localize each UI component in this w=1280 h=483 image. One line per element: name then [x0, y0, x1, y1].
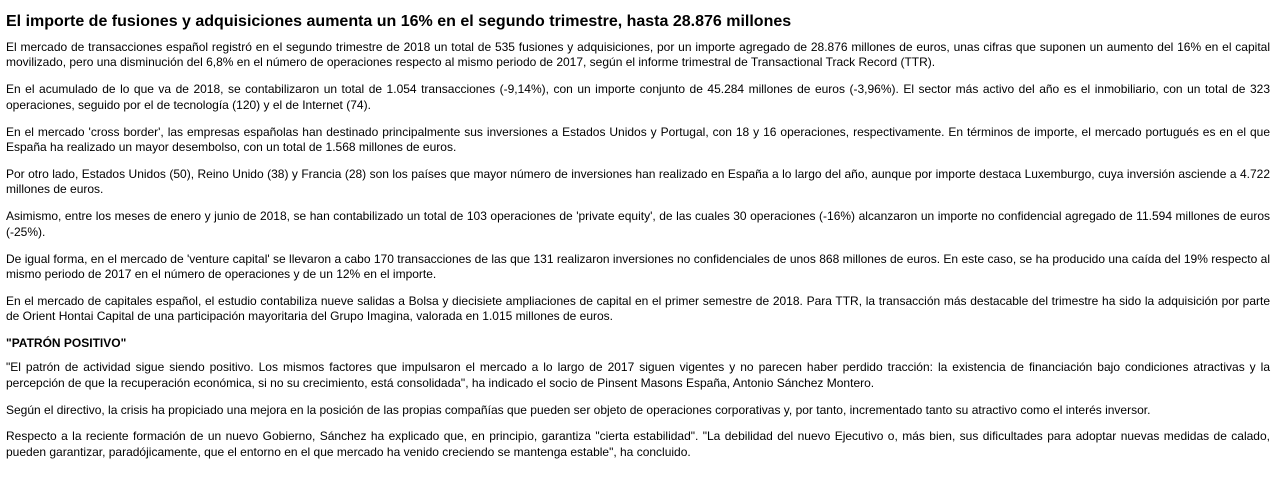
article-paragraph: "El patrón de actividad sigue siendo positivo. Los mismos factores que impulsaron el mercado a lo largo de 2017 siguen vigentes y no parecen haber perdido tracción: la existencia de financiación bajo condiciones atractivas y la percepción de que la recuperación económica, si no su crecimiento, está consolidada", ha indicado el socio de Pinsent Masons España, Antonio Sánchez Montero. — [6, 360, 1270, 390]
article-paragraph: En el mercado de capitales español, el estudio contabiliza nueve salidas a Bolsa y diecisiete ampliaciones de capital en el primer semestre de 2018. Para TTR, la transacción más destacable del trimestre ha sido la adquisición por parte de Orient Hontai Capital de una participación mayoritaria del Grupo Imagina, valorada en 1.015 millones de euros. — [6, 293, 1270, 324]
article-paragraph: De igual forma, en el mercado de 'venture capital' se llevaron a cabo 170 transacciones de las que 131 realizaron inversiones no confidenciales de unos 868 millones de euros. En este caso, se ha producido una caída del 19% respecto al mismo periodo de 2017 en el número de operaciones y de un 12% en el importe. — [6, 251, 1270, 281]
article-paragraph: El mercado de transacciones español registró en el segundo trimestre de 2018 un total de 535 fusiones y adquisiciones, por un importe agregado de 28.876 millones de euros, unas cifras que suponen un aumento del 16% en el capital movilizado, pero una disminución del 6,8% en el número de operaciones respecto al mismo periodo de 2017, según el informe trimestral de Transactional Track Record (TTR). — [6, 40, 1270, 70]
article-paragraph: Según el directivo, la crisis ha propiciado una mejora en la posición de las propias compañías que pueden ser objeto de operaciones corporativas y, por tanto, incrementado tanto su atractivo como el interés inversor. — [6, 402, 1151, 417]
article-paragraph: Por otro lado, Estados Unidos (50), Reino Unido (38) y Francia (28) son los países que mayor número de inversiones han realizado en España a lo largo del año, aunque por importe destaca Luxemburgo, cuya inversión asciende a 4.722 millones de euros. — [6, 166, 1270, 197]
article-paragraph: En el acumulado de lo que va de 2018, se contabilizaron un total de 1.054 transacciones (-9,14%), con un importe conjunto de 45.284 millones de euros (-3,96%). El sector más activo del año es el inmobiliario, con un total de 323 operaciones, seguido por el de tecnología (120) y el de Internet (74). — [6, 82, 1270, 112]
article-paragraph: En el mercado 'cross border', las empresas españolas han destinado principalmente sus inversiones a Estados Unidos y Portugal, con 18 y 16 operaciones, respectivamente. En términos de importe, el mercado portugués es en el que España ha realizado un mayor desembolso, con un total de 1.568 millones de euros. — [6, 124, 1270, 155]
article-headline: El importe de fusiones y adquisiciones aumenta un 16% en el segundo trimestre, hasta 28.876 millones — [6, 13, 792, 30]
article-paragraph: Respecto a la reciente formación de un nuevo Gobierno, Sánchez ha explicado que, en principio, garantiza "cierta estabilidad". "La debilidad del nuevo Ejecutivo o, más bien, sus dificultades para adoptar nuevas medidas de calado, pueden garantizar, paradójicamente, que el entorno en el que mercado ha venido creciendo se mantenga estable", ha concluido. — [6, 429, 1270, 459]
article-paragraph: Asimismo, entre los meses de enero y junio de 2018, se han contabilizado un total de 103 operaciones de 'private equity', de las cuales 30 operaciones (-16%) alcanzaron un importe no confidencial agregado de 11.594 millones de euros (-25%). — [6, 209, 1270, 239]
article-subheading: "PATRÓN POSITIVO" — [6, 336, 127, 351]
